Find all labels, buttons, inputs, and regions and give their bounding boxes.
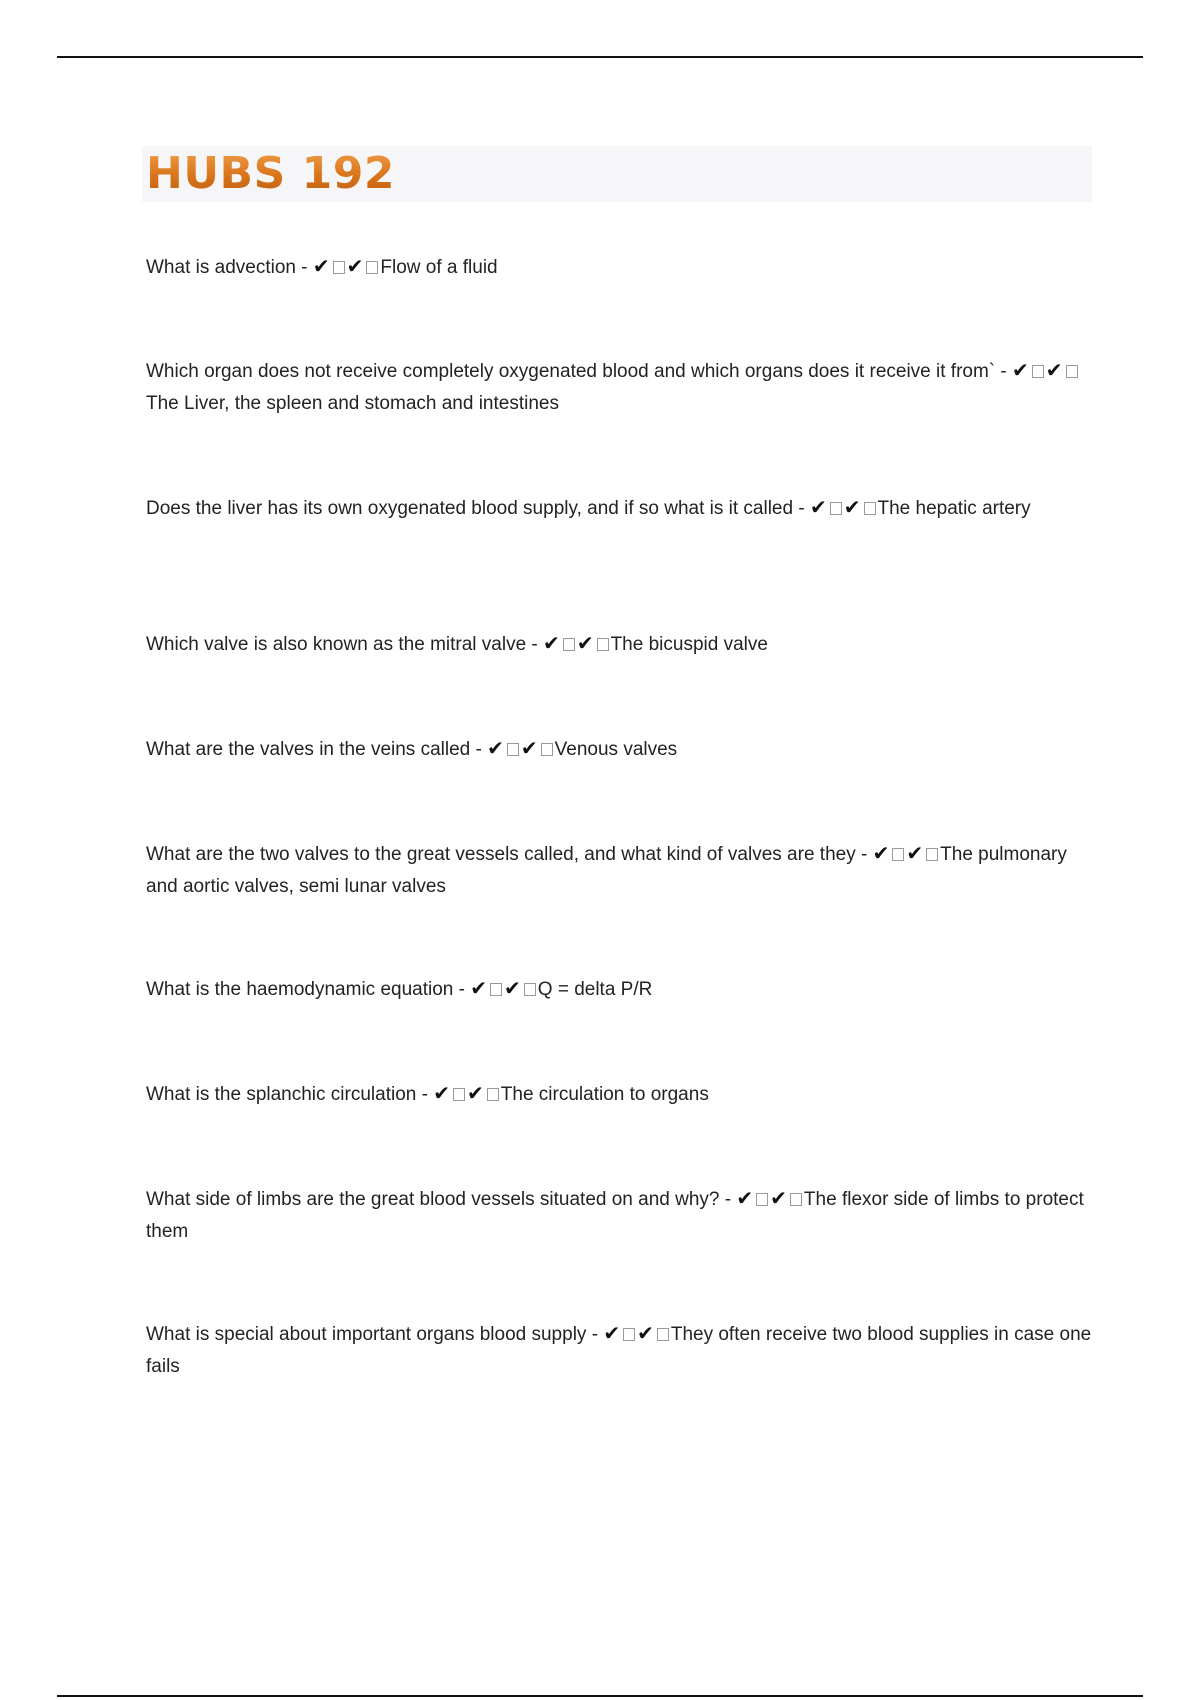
check-icon: ✔ (1045, 358, 1063, 382)
separator: - (995, 361, 1013, 382)
check-icon: ✔ (809, 495, 827, 519)
question-text: What is the haemodynamic equation (146, 979, 454, 1000)
qa-item (146, 491, 1096, 525)
check-icon: ✔ (543, 631, 560, 655)
qa-item (146, 354, 1096, 420)
separator: - (855, 844, 873, 865)
box-icon (864, 502, 876, 515)
separator: - (586, 1324, 604, 1345)
question-text: What is advection (146, 257, 296, 278)
box-icon (1032, 365, 1044, 378)
answer-text: The Liver, the spleen and stomach and intestines (146, 393, 559, 414)
question-text: Which valve is also known as the mitral valve (146, 634, 527, 655)
check-icon: ✔ (906, 841, 924, 865)
separator: - (453, 979, 471, 1000)
box-icon (487, 1088, 499, 1101)
check-icon: ✔ (470, 976, 487, 1000)
question-text: What is the splanchic circulation (146, 1084, 417, 1105)
check-icon: ✔ (770, 1186, 787, 1210)
separator: - (526, 634, 544, 655)
answer-text: The flexor side of limbs to protect them (146, 1189, 1084, 1242)
check-icon: ✔ (346, 254, 364, 278)
question-text: What are the valves in the veins called (146, 739, 471, 760)
check-icon: ✔ (843, 495, 861, 519)
check-icon: ✔ (637, 1321, 654, 1345)
check-icon: ✔ (603, 1321, 621, 1345)
question-text: What is special about important organs blood supply (146, 1324, 587, 1345)
box-icon (830, 502, 842, 515)
answer-text: Q = delta P/R (537, 979, 653, 1000)
box-icon (926, 848, 938, 861)
box-icon (892, 848, 904, 861)
box-icon (541, 743, 553, 756)
answer-text: The bicuspid valve (610, 634, 768, 655)
check-icon: ✔ (504, 976, 521, 1000)
check-icon: ✔ (736, 1186, 754, 1210)
answer-text: They often receive two blood supplies in case one fails (146, 1324, 1092, 1377)
qa-item (146, 732, 1096, 766)
question-text: Which organ does not receive completely oxygenated blood and which organs does it receive it from` (146, 361, 996, 382)
bottom-rule (57, 1695, 1143, 1697)
check-icon: ✔ (467, 1081, 484, 1105)
qa-item (146, 1077, 1096, 1111)
box-icon (366, 261, 378, 274)
box-icon (490, 983, 502, 996)
top-rule (57, 56, 1143, 58)
box-icon (756, 1193, 768, 1206)
box-icon (1066, 365, 1078, 378)
separator: - (719, 1189, 737, 1210)
qa-item (146, 837, 1096, 903)
question-text: Does the liver has its own oxygenated blood supply, and if so what is it called (146, 498, 794, 519)
qa-item (146, 1317, 1096, 1383)
answer-text: Venous valves (554, 739, 678, 760)
box-icon (524, 983, 536, 996)
check-icon: ✔ (312, 254, 330, 278)
separator: - (470, 739, 488, 760)
answer-text: Flow of a fluid (380, 257, 498, 278)
qa-item (146, 1182, 1096, 1248)
document-title: HUBS 192 (146, 148, 395, 199)
check-icon: ✔ (872, 841, 890, 865)
check-icon: ✔ (433, 1081, 450, 1105)
check-icon: ✔ (487, 736, 504, 760)
qa-item (146, 250, 1096, 284)
box-icon (563, 638, 575, 651)
question-text: What are the two valves to the great vessels called, and what kind of valves are they (146, 844, 856, 865)
box-icon (623, 1328, 635, 1341)
box-icon (333, 261, 345, 274)
answer-text: The hepatic artery (877, 498, 1031, 519)
separator: - (295, 257, 313, 278)
separator: - (793, 498, 810, 519)
box-icon (657, 1328, 669, 1341)
check-icon: ✔ (576, 631, 594, 655)
box-icon (453, 1088, 465, 1101)
qa-item (146, 972, 1096, 1006)
box-icon (790, 1193, 802, 1206)
question-text: What side of limbs are the great blood vessels situated on and why? (146, 1189, 720, 1210)
separator: - (416, 1084, 434, 1105)
qa-item (146, 627, 1096, 661)
box-icon (507, 743, 519, 756)
answer-text: The pulmonary and aortic valves, semi lunar valves (146, 844, 1067, 897)
answer-text: The circulation to organs (500, 1084, 709, 1105)
box-icon (597, 638, 609, 651)
check-icon: ✔ (1012, 358, 1029, 382)
check-icon: ✔ (520, 736, 538, 760)
